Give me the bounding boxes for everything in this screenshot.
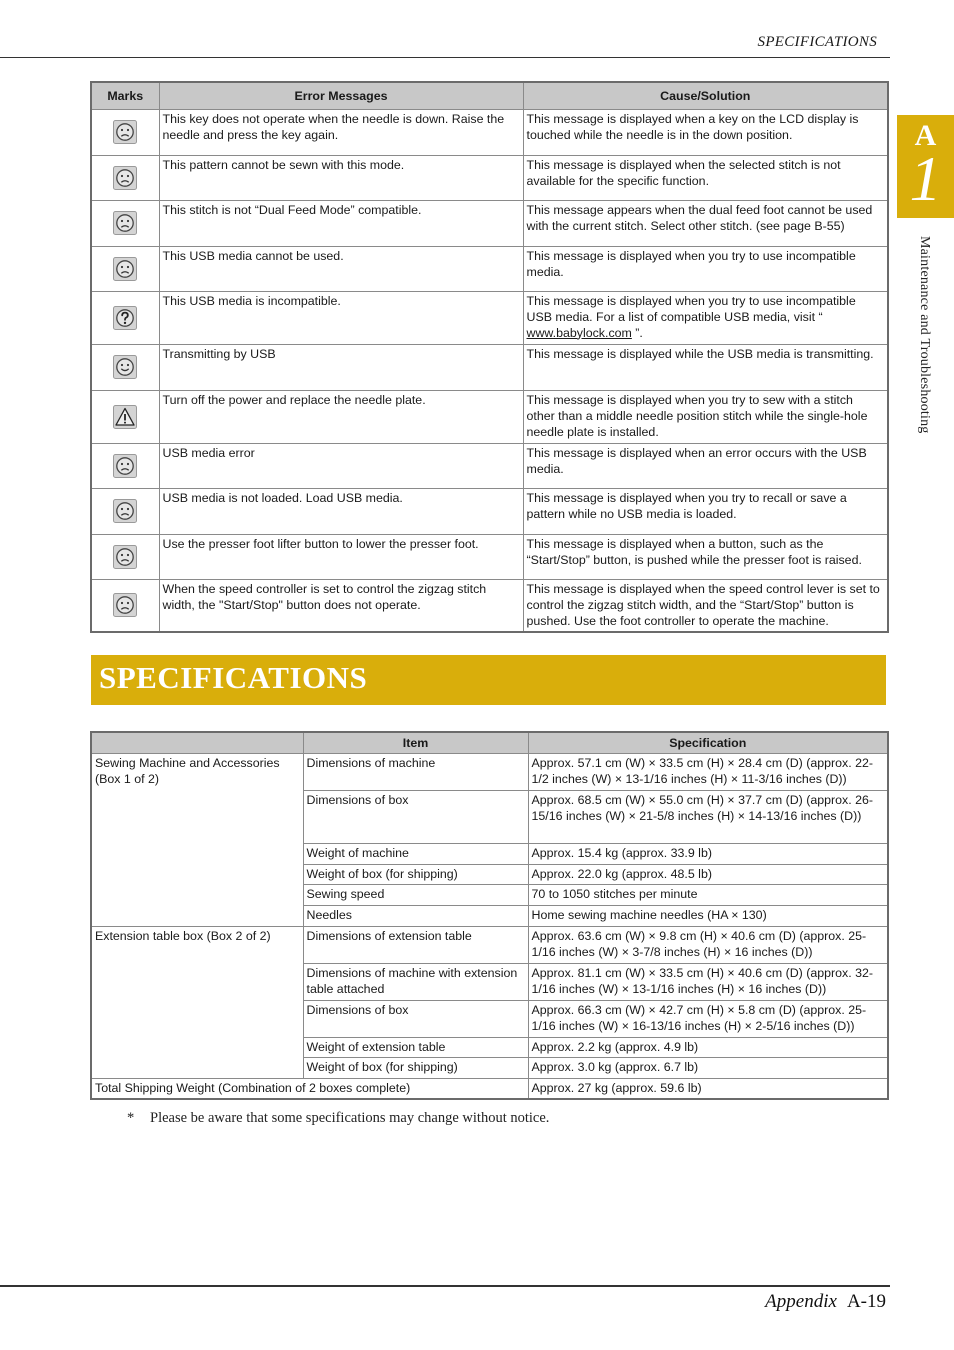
spec-value: Approx. 3.0 kg (approx. 6.7 lb) [528, 1057, 888, 1078]
chapter-tab [897, 115, 954, 218]
table-row [91, 579, 888, 632]
col-header-item: Item [303, 732, 528, 753]
mark-cell [91, 291, 159, 344]
mark-cell [91, 534, 159, 579]
table-row [91, 109, 888, 155]
table-row [91, 488, 888, 534]
error-message: This stitch is not “Dual Feed Mode” compatible. [159, 200, 523, 246]
spec-value: Approx. 68.5 cm (W) × 55.0 cm (H) × 37.7 cm (D) (approx. 26-15/16 inches (W) × 21-5/8 inches (H) × 14-13/16 inches (D)) [528, 790, 888, 843]
cause-solution [523, 534, 888, 579]
col-header-cause-solution: Cause/Solution [523, 82, 888, 109]
footer-section: Appendix [765, 1291, 837, 1312]
spec-item: Dimensions of machine with extension table attached [303, 963, 528, 1000]
table-row-total [91, 1078, 888, 1099]
cause-text: This message is displayed while the USB media is transmitting. [526, 346, 874, 361]
mark-cell [91, 155, 159, 200]
section-title: SPECIFICATIONS [99, 660, 368, 695]
side-section-label: Maintenance and Troubleshooting [917, 236, 932, 434]
cause-solution [523, 488, 888, 534]
spec-item: Sewing speed [303, 884, 528, 905]
top-rule [0, 57, 890, 58]
cause-text: This message is displayed when a button, such as the “Start/Stop” button, is pushed while the presser foot is raised. [526, 536, 862, 567]
cause-text: This message is displayed when you try to use incompatible media. [526, 248, 856, 279]
spec-value: Approx. 22.0 kg (approx. 48.5 lb) [528, 864, 888, 884]
error-messages-table [90, 81, 889, 633]
spec-item: Dimensions of machine [303, 753, 528, 790]
error-message: USB media is not loaded. Load USB media. [159, 488, 523, 534]
cause-text: This message is displayed when you try to use incompatible USB media. For a list of compatible USB media, visit “ [526, 293, 856, 324]
spec-group-label: Sewing Machine and Accessories (Box 1 of 2) [91, 753, 303, 926]
error-message: USB media error [159, 443, 523, 488]
sad-face-icon [113, 257, 137, 281]
cause-text: This message is displayed when you try to sew with a stitch other than a middle needle position stitch while the single-hole needle plate is installed. [526, 392, 868, 439]
spec-value: Approx. 81.1 cm (W) × 33.5 cm (H) × 40.6 cm (D) (approx. 32-1/16 inches (W) × 13-1/16 inches (H) × 16 inches (D)) [528, 963, 888, 1000]
col-header-group [91, 732, 303, 753]
warning-triangle-icon [113, 405, 137, 429]
spec-item: Dimensions of box [303, 790, 528, 843]
error-message: Turn off the power and replace the needle plate. [159, 390, 523, 443]
spec-group-label: Extension table box (Box 2 of 2) [91, 926, 303, 1078]
table-row [91, 246, 888, 291]
error-message: When the speed controller is set to control the zigzag stitch width, the "Start/Stop" button does not operate. [159, 579, 523, 632]
col-header-marks: Marks [91, 82, 159, 109]
table-row [91, 390, 888, 443]
spec-value: Approx. 2.2 kg (approx. 4.9 lb) [528, 1037, 888, 1057]
question-mark-icon [113, 306, 137, 330]
sad-face-icon [113, 211, 137, 235]
table-row [91, 926, 888, 963]
table-row [91, 753, 888, 790]
spec-value: Approx. 57.1 cm (W) × 33.5 cm (H) × 28.4 cm (D) (approx. 22-1/2 inches (W) × 13-1/16 inches (H) × 11-3/16 inches (D)) [528, 753, 888, 790]
sad-face-icon [113, 120, 137, 144]
cause-solution [523, 109, 888, 155]
running-head: SPECIFICATIONS [757, 34, 877, 50]
cause-text: This message appears when the dual feed foot cannot be used with the current stitch. Select other stitch. (see page B-55) [526, 202, 873, 233]
mark-cell [91, 579, 159, 632]
spec-item: Dimensions of box [303, 1000, 528, 1037]
sad-face-icon [113, 166, 137, 190]
cause-solution [523, 200, 888, 246]
page-number: A-19 [846, 1291, 886, 1312]
sad-face-icon [113, 454, 137, 478]
cause-solution [523, 579, 888, 632]
cause-solution [523, 155, 888, 200]
cause-solution [523, 443, 888, 488]
error-message: This USB media is incompatible. [159, 291, 523, 344]
page-footer [765, 1291, 886, 1313]
total-label: Total Shipping Weight (Combination of 2 boxes complete) [91, 1078, 528, 1099]
mark-cell [91, 246, 159, 291]
col-header-specification: Specification [528, 732, 888, 753]
error-message: Use the presser foot lifter button to lower the presser foot. [159, 534, 523, 579]
cause-text: This message is displayed when a key on the LCD display is touched while the needle is in the down position. [526, 111, 859, 142]
mark-cell [91, 390, 159, 443]
spec-value: Approx. 66.3 cm (W) × 42.7 cm (H) × 5.8 cm (D) (approx. 25-1/16 inches (W) × 16-13/16 inches (H) × 2-5/16 inches (D)) [528, 1000, 888, 1037]
table-row [91, 443, 888, 488]
mark-cell [91, 443, 159, 488]
babylock-link[interactable]: www.babylock.com [526, 325, 632, 340]
sad-face-icon [113, 593, 137, 617]
spec-item: Weight of box (for shipping) [303, 864, 528, 884]
mark-cell [91, 344, 159, 390]
footnote-marker: * [127, 1110, 135, 1126]
spec-item: Weight of extension table [303, 1037, 528, 1057]
spec-table-body [91, 753, 888, 1099]
chapter-number: 1 [909, 143, 942, 214]
spec-item: Needles [303, 905, 528, 926]
chapter-letter: A [914, 119, 937, 152]
cause-text-end: ”. [631, 325, 643, 340]
spec-value: Home sewing machine needles (HA × 130) [528, 905, 888, 926]
mark-cell [91, 488, 159, 534]
table-row [91, 344, 888, 390]
error-message: This pattern cannot be sewn with this mode. [159, 155, 523, 200]
mark-cell [91, 200, 159, 246]
table-row [91, 155, 888, 200]
error-message: Transmitting by USB [159, 344, 523, 390]
total-value: Approx. 27 kg (approx. 59.6 lb) [528, 1078, 888, 1099]
footnote-text: Please be aware that some specifications may change without notice. [150, 1110, 550, 1126]
cause-text: This message is displayed when you try to recall or save a pattern while no USB media is loaded. [526, 490, 847, 521]
sad-face-icon [113, 545, 137, 569]
cause-text: This message is displayed when the selected stitch is not available for the specific function. [526, 157, 841, 188]
error-table-body [91, 109, 888, 632]
bottom-rule [0, 1285, 890, 1287]
cause-solution [523, 344, 888, 390]
cause-solution [523, 246, 888, 291]
table-row [91, 200, 888, 246]
spec-item: Weight of machine [303, 843, 528, 864]
smile-face-icon [113, 355, 137, 379]
table-row [91, 534, 888, 579]
cause-text: This message is displayed when the speed control lever is set to control the zigzag stitch width, and the “Start/Stop” button is pushed. Use the foot controller to operate the machine. [526, 581, 880, 628]
spec-value: Approx. 63.6 cm (W) × 9.8 cm (H) × 40.6 cm (D) (approx. 25-1/16 inches (W) × 3-7/8 inches (H) × 16 inches (D)) [528, 926, 888, 963]
spec-value: Approx. 15.4 kg (approx. 33.9 lb) [528, 843, 888, 864]
sad-face-icon [113, 499, 137, 523]
spec-item: Weight of box (for shipping) [303, 1057, 528, 1078]
error-message: This key does not operate when the needle is down. Raise the needle and press the key again. [159, 109, 523, 155]
spec-item: Dimensions of extension table [303, 926, 528, 963]
col-header-error-messages: Error Messages [159, 82, 523, 109]
cause-solution [523, 291, 888, 344]
mark-cell [91, 109, 159, 155]
footnote [127, 1110, 549, 1127]
spec-value: 70 to 1050 stitches per minute [528, 884, 888, 905]
error-message: This USB media cannot be used. [159, 246, 523, 291]
section-title-banner [91, 655, 886, 705]
cause-solution [523, 390, 888, 443]
specifications-table [90, 731, 889, 1100]
table-row [91, 291, 888, 344]
cause-text: This message is displayed when an error occurs with the USB media. [526, 445, 867, 476]
